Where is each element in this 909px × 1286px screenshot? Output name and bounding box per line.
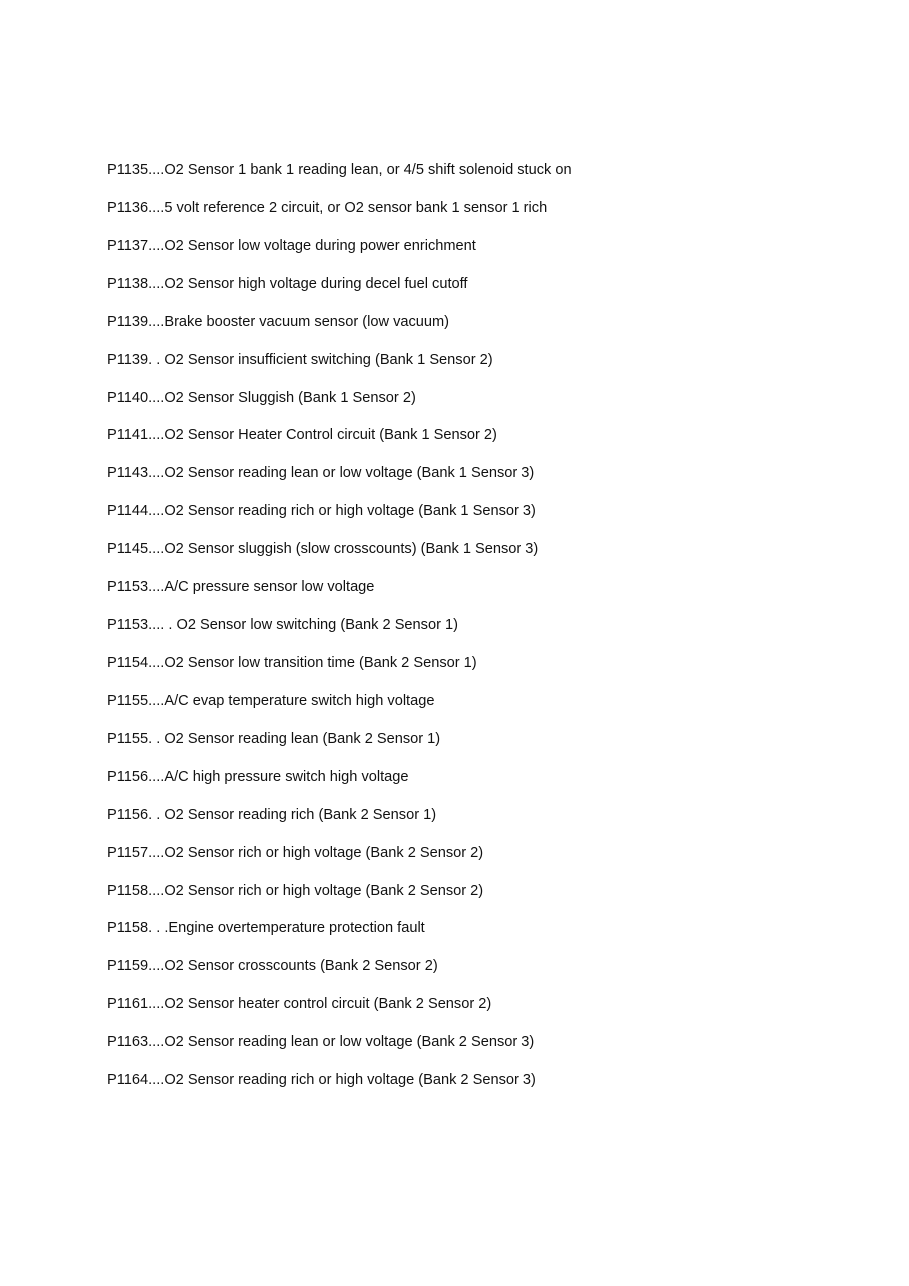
code-line: P1154....O2 Sensor low transition time (Bank 2 Sensor 1) <box>107 654 477 671</box>
code-line: P1139. . O2 Sensor insufficient switching (Bank 1 Sensor 2) <box>107 351 493 368</box>
code-line: P1157....O2 Sensor rich or high voltage (Bank 2 Sensor 2) <box>107 844 484 861</box>
code-line: P1140....O2 Sensor Sluggish (Bank 1 Sensor 2) <box>107 389 416 406</box>
code-line: P1141....O2 Sensor Heater Control circuit (Bank 1 Sensor 2) <box>107 427 497 444</box>
code-line: P1156. . O2 Sensor reading rich (Bank 2 Sensor 1) <box>107 806 437 823</box>
code-line: P1145....O2 Sensor sluggish (slow crosscounts) (Bank 1 Sensor 3) <box>107 541 539 558</box>
code-line: P1136....5 volt reference 2 circuit, or O2 sensor bank 1 sensor 1 rich <box>107 199 548 216</box>
code-line: P1156....A/C high pressure switch high voltage <box>107 768 409 785</box>
code-line: P1164....O2 Sensor reading rich or high voltage (Bank 2 Sensor 3) <box>107 1072 536 1089</box>
code-line: P1137....O2 Sensor low voltage during power enrichment <box>107 237 476 254</box>
code-line: P1139....Brake booster vacuum sensor (low vacuum) <box>107 313 450 330</box>
code-line: P1135....O2 Sensor 1 bank 1 reading lean, or 4/5 shift solenoid stuck on <box>107 162 572 178</box>
code-line: P1138....O2 Sensor high voltage during decel fuel cutoff <box>107 275 468 292</box>
code-line: P1155. . O2 Sensor reading lean (Bank 2 Sensor 1) <box>107 730 441 747</box>
code-line: P1161....O2 Sensor heater control circuit (Bank 2 Sensor 2) <box>107 996 492 1013</box>
code-line: P1153....A/C pressure sensor low voltage <box>107 579 375 596</box>
trouble-code-list <box>107 159 572 1107</box>
code-line: P1158....O2 Sensor rich or high voltage (Bank 2 Sensor 2) <box>107 882 484 899</box>
code-line: P1158. . .Engine overtemperature protection fault <box>107 920 425 937</box>
code-line: P1155....A/C evap temperature switch high voltage <box>107 692 435 709</box>
code-line: P1144....O2 Sensor reading rich or high voltage (Bank 1 Sensor 3) <box>107 503 536 520</box>
code-line: P1159....O2 Sensor crosscounts (Bank 2 Sensor 2) <box>107 958 438 975</box>
code-line: P1143....O2 Sensor reading lean or low voltage (Bank 1 Sensor 3) <box>107 465 535 482</box>
code-line: P1163....O2 Sensor reading lean or low voltage (Bank 2 Sensor 3) <box>107 1034 535 1051</box>
code-line: P1153.... . O2 Sensor low switching (Bank 2 Sensor 1) <box>107 617 458 634</box>
